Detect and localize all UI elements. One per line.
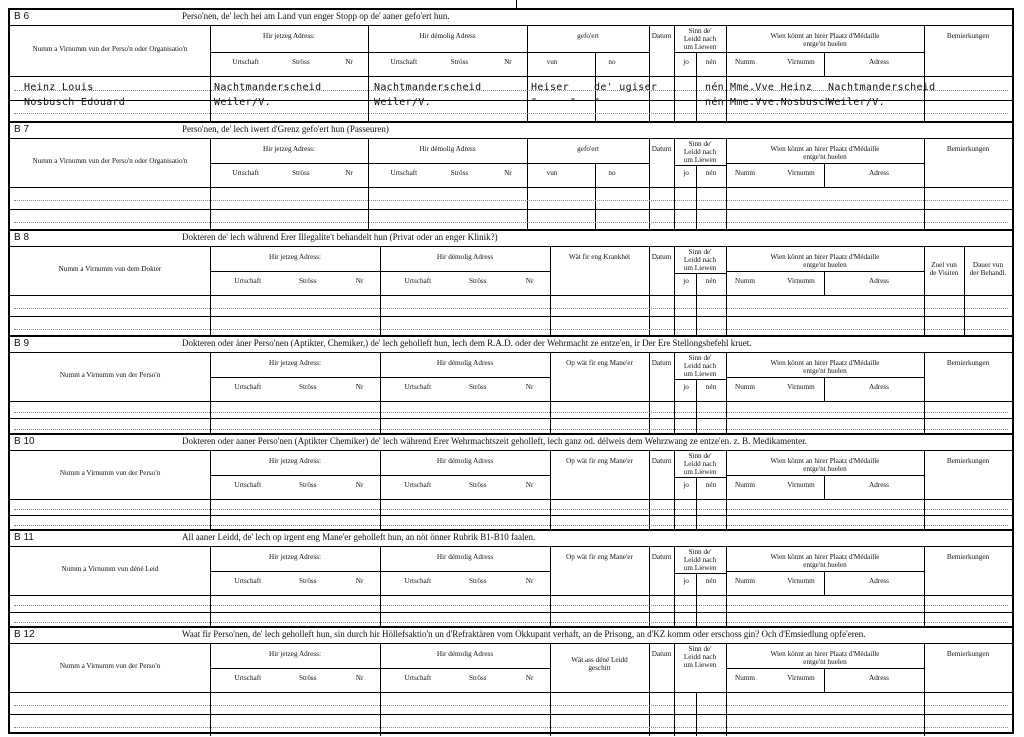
- entry-current-address: Nachtmanderscheid: [214, 82, 322, 93]
- address-sub-line: [210, 475, 550, 476]
- survivor-sub-divider: [696, 273, 697, 295]
- entry-name: Nosbusch Edouard: [24, 97, 126, 108]
- current-address-street-header: Ströss: [292, 58, 310, 66]
- name-column-header: Numm a Virnumm vun der Perso'n oder Organisatio'n: [32, 157, 188, 165]
- current-address-locality-header: Urtschaft: [232, 58, 260, 66]
- entry-former-address: Weiler/V.: [374, 97, 431, 108]
- former-address-number-header: Nr: [504, 58, 512, 66]
- remarks-header: Bemierkungen: [946, 553, 990, 561]
- guided-sub-divider: [595, 52, 596, 76]
- guided-from-header: vun: [546, 58, 558, 66]
- survivor-sub-divider: [696, 379, 697, 401]
- medal-header-line1: Wien könnt an hirer Plaatz d'Médaille: [770, 650, 880, 658]
- section-b10: [8, 433, 1014, 529]
- survivor-yes-header: jo: [683, 577, 689, 585]
- survivor-no-header: nén: [705, 277, 717, 285]
- survivor-header-line1: Sinn de': [688, 548, 712, 556]
- medal-header-line1: Wien könnt an hirer Plaatz d'Médaille: [770, 32, 880, 40]
- survivor-header-line3: um Liewen: [683, 564, 717, 572]
- former-address-locality-header: Urtschaft: [390, 169, 418, 177]
- medal-header-line2: entge'nt huelen: [803, 261, 847, 269]
- survivor-header-line2: Leidd nach: [683, 35, 717, 43]
- entry-dotted-line: [14, 412, 1008, 413]
- survivor-header-line1: Sinn de': [688, 140, 712, 148]
- survivor-header-line3: um Liewen: [683, 43, 717, 51]
- survivor-yes-header: jo: [683, 58, 689, 66]
- survivor-header-line2: Leidd nach: [683, 148, 717, 156]
- section-b12: [8, 626, 1014, 734]
- entry-medal-name: Mme.Vve Heinz: [730, 82, 813, 93]
- section-id: B 8: [14, 232, 30, 243]
- current-address-number-header: Nr: [355, 383, 364, 391]
- current-address-street-header: Ströss: [298, 577, 317, 585]
- current-address-number-header: Nr: [355, 481, 364, 489]
- section-id: B 7: [14, 124, 30, 135]
- entry-survivor-no: nén: [705, 97, 724, 108]
- medal-sub-line: [726, 475, 924, 476]
- header-bottom-line: [10, 499, 1012, 500]
- current-address-number-header: Nr: [355, 577, 364, 585]
- guided-sub-line: [527, 163, 649, 164]
- medal-header-line2: entge'nt huelen: [803, 40, 847, 48]
- current-address-number-header: Nr: [345, 169, 353, 177]
- medal-address-header: Adress: [869, 481, 889, 489]
- former-address-number-header: Nr: [525, 481, 534, 489]
- name-column-header: Numm a Virnumm vun déné Leid: [61, 565, 159, 573]
- former-address-street-header: Ströss: [468, 481, 487, 489]
- row-separator: [10, 418, 1012, 419]
- survivor-header-line2: Leidd nach: [683, 556, 717, 564]
- guided-sub-line: [527, 52, 649, 53]
- name-column-header: Numm a Virnumm vun der Perso'n: [59, 469, 161, 477]
- entry-from: Heiser: [531, 82, 569, 93]
- former-address-header: Hir démolig Adress: [436, 650, 494, 658]
- medal-sub-divider: [824, 377, 825, 401]
- date-header: Datum: [651, 145, 672, 153]
- medal-sub-line: [726, 668, 924, 669]
- medal-header-line2: entge'nt huelen: [803, 367, 847, 375]
- current-address-locality-header: Urtschaft: [234, 383, 262, 391]
- survivor-yes-header: jo: [683, 277, 689, 285]
- name-column-header: Numm a Virnumm vun der Perso'n oder Organisatio'n: [32, 45, 188, 53]
- current-address-street-header: Ströss: [292, 169, 310, 177]
- current-address-number-header: Nr: [345, 58, 353, 66]
- address-sub-line: [210, 668, 550, 669]
- former-address-locality-header: Urtschaft: [404, 674, 432, 682]
- section-id: B 11: [14, 532, 34, 543]
- current-address-locality-header: Urtschaft: [234, 674, 262, 682]
- row-separator: [10, 714, 1012, 715]
- survivor-header-line3: um Liewen: [683, 661, 717, 669]
- medal-firstname-header: Virnumm: [787, 58, 815, 66]
- medal-header-line2: entge'nt huelen: [803, 658, 847, 666]
- date-header: Datum: [651, 457, 672, 465]
- column-divider: [649, 26, 650, 123]
- medal-address-header: Adress: [869, 58, 889, 66]
- medal-surname-header: Numm: [735, 277, 755, 285]
- entry-survivor-no: nén: [705, 82, 724, 93]
- header-bottom-line: [10, 692, 1012, 693]
- address-sub-line: [210, 163, 527, 164]
- medal-address-header: Adress: [869, 277, 889, 285]
- section-b11: [8, 529, 1014, 626]
- medal-sub-line: [726, 163, 924, 164]
- survivor-header-line3: um Liewen: [683, 468, 717, 476]
- former-address-street-header: Ströss: [468, 577, 487, 585]
- entry-to: ": [594, 97, 601, 108]
- medal-surname-header: Numm: [735, 481, 755, 489]
- column-divider: [527, 26, 528, 123]
- section-title-bar: [10, 231, 1012, 247]
- date-header: Datum: [651, 32, 672, 40]
- current-address-locality-header: Urtschaft: [232, 169, 260, 177]
- medal-surname-header: Numm: [735, 674, 755, 682]
- section-description: Perso'nen, de' lech iwert d'Grenz gefo'ert hun (Passeuren): [182, 124, 389, 134]
- entry-to: de' ugiser: [594, 82, 658, 93]
- former-address-number-header: Nr: [504, 169, 512, 177]
- duration-header-line1: Dauer vun: [972, 261, 1004, 269]
- medal-address-header: Adress: [869, 383, 889, 391]
- guided-sub-divider: [595, 163, 596, 187]
- survivor-sub-divider: [696, 477, 697, 499]
- medal-sub-divider: [824, 163, 825, 187]
- section-description: Dokteren oder äner Perso'nen (Aptikter, Chemiker,) de' lech geholleft hun, lech dem R.A.D. oder der Wehrmacht ze entze'en, ir Der Ere Stellongsbefehl kruet.: [182, 338, 752, 348]
- medal-sub-divider: [824, 52, 825, 76]
- medal-address-header: Adress: [869, 674, 889, 682]
- former-address-number-header: Nr: [525, 277, 534, 285]
- entry-dotted-line: [14, 329, 1008, 330]
- section-title-bar: [10, 531, 1012, 547]
- medal-header-line2: entge'nt huelen: [803, 153, 847, 161]
- current-address-header: Hir jetzeg Adress:: [263, 145, 315, 153]
- former-address-header: Hir démolig Adress: [436, 457, 494, 465]
- address-sub-line: [210, 571, 550, 572]
- medal-surname-header: Numm: [735, 58, 755, 66]
- entry-former-address: Nachtmanderscheid: [374, 82, 482, 93]
- section-title-bar: [10, 10, 1012, 26]
- entry-dotted-line: [14, 429, 1008, 430]
- medal-surname-header: Numm: [735, 169, 755, 177]
- medal-sub-line: [726, 377, 924, 378]
- address-sub-line: [210, 377, 550, 378]
- column-divider: [210, 26, 211, 123]
- survivor-header-line1: Sinn de': [688, 645, 712, 653]
- survivor-header-line3: um Liewen: [683, 156, 717, 164]
- medal-header-line2: entge'nt huelen: [803, 561, 847, 569]
- section-description: Dokteren de' lech während Erer Illegalite't behandelt hun (Privat oder an enger Klinik?): [182, 232, 498, 242]
- medal-header-line1: Wien könnt an hirer Plaatz d'Médaille: [770, 253, 880, 261]
- visits-header-line2: de Visiten: [929, 269, 959, 277]
- entry-dotted-line: [14, 525, 1008, 526]
- section-id: B 10: [14, 436, 35, 447]
- current-address-locality-header: Urtschaft: [234, 277, 262, 285]
- medal-firstname-header: Virnumm: [787, 277, 815, 285]
- former-address-locality-header: Urtschaft: [404, 277, 432, 285]
- medal-sub-line: [726, 571, 924, 572]
- entry-medal-address: Nachtmanderscheid: [828, 82, 936, 93]
- remarks-header: Bemierkungen: [946, 32, 990, 40]
- guided-to-header: no: [608, 169, 616, 177]
- entry-dotted-line: [14, 605, 1008, 606]
- survivor-header-line2: Leidd nach: [683, 256, 717, 264]
- survivor-header-line1: Sinn de': [688, 248, 712, 256]
- header-bottom-line: [10, 595, 1012, 596]
- top-fold-mark: [516, 0, 517, 8]
- survivor-sub-line: [674, 379, 726, 380]
- current-address-header: Hir jetzeg Adress:: [269, 253, 321, 261]
- survivor-sub-line: [674, 273, 726, 274]
- section-b6: [8, 8, 1014, 121]
- survivor-sub-line: [674, 573, 726, 574]
- survivor-yes-header: jo: [683, 169, 689, 177]
- current-address-header: Hir jetzeg Adress:: [263, 32, 315, 40]
- entry-dotted-line: [14, 509, 1008, 510]
- current-address-number-header: Nr: [355, 277, 364, 285]
- medal-surname-header: Numm: [735, 577, 755, 585]
- survivor-header-line2: Leidd nach: [683, 460, 717, 468]
- section-b7: [8, 121, 1014, 229]
- former-address-header: Hir démolig Adress: [419, 145, 476, 153]
- survivor-header-line2: Leidd nach: [683, 362, 717, 370]
- entry-dotted-line: [14, 200, 1008, 201]
- medal-sub-divider: [824, 271, 825, 295]
- row-separator: [10, 316, 1012, 317]
- section-description: Waat fir Perso'nen, de' lech geholleft hun, sin durch hir Höllefsaktio'n un d'Refraktären vom Okkupant verhaft, an de Prisong, an d'KZ komm oder erschoss gin? Och d'Emsiedlung opfe'eren.: [182, 629, 866, 639]
- former-address-number-header: Nr: [525, 383, 534, 391]
- entry-dotted-line: [14, 705, 1008, 706]
- former-address-street-header: Ströss: [468, 383, 487, 391]
- header-bottom-line: [10, 401, 1012, 402]
- column-divider: [368, 26, 369, 123]
- guided-header: gefo'ert: [577, 32, 599, 40]
- medal-header-line2: entge'nt huelen: [803, 465, 847, 473]
- column-divider: [924, 26, 925, 123]
- guided-to-header: no: [608, 58, 616, 66]
- survivor-header-line3: um Liewen: [683, 264, 717, 272]
- entry-dotted-line: [14, 727, 1008, 728]
- survivor-sub-divider: [696, 165, 697, 187]
- former-address-street-header: Ströss: [450, 58, 469, 66]
- medal-sub-divider: [824, 571, 825, 595]
- fate-header-line1: Wät ass déné Leidd: [571, 656, 628, 664]
- survivor-header-line1: Sinn de': [688, 452, 712, 460]
- survivor-sub-line: [674, 165, 726, 166]
- medal-address-header: Adress: [869, 169, 889, 177]
- medal-header-line1: Wien könnt an hirer Plaatz d'Médaille: [770, 553, 880, 561]
- current-address-street-header: Ströss: [298, 383, 317, 391]
- section-title-bar: [10, 628, 1012, 644]
- current-address-header: Hir jetzeg Adress:: [269, 650, 321, 658]
- current-address-header: Hir jetzeg Adress:: [269, 457, 321, 465]
- section-description: Perso'nen, de' lech hei am Land vun enger Stopp op de' aaner gefo'ert hun.: [182, 11, 450, 21]
- survivor-header-line1: Sinn de': [688, 354, 712, 362]
- former-address-header: Hir démolig Adress: [419, 32, 476, 40]
- survivor-yes-header: jo: [683, 383, 689, 391]
- medal-header-line1: Wien könnt an hirer Plaatz d'Médaille: [770, 359, 880, 367]
- former-address-number-header: Nr: [525, 577, 534, 585]
- fate-header-line2: geschitt: [588, 664, 611, 672]
- name-column-header: Numm a Virnumm vun der Perso'n: [59, 371, 161, 379]
- entry-name: Heinz Louis: [24, 82, 94, 93]
- current-address-header: Hir jetzeg Adress:: [269, 359, 321, 367]
- entry-current-address: Weiler/V.: [214, 97, 271, 108]
- guided-header: gefo'ert: [577, 145, 599, 153]
- address-sub-line: [210, 271, 550, 272]
- entry-from: ": [531, 97, 538, 108]
- section-title-bar: [10, 435, 1012, 451]
- current-address-locality-header: Urtschaft: [234, 577, 262, 585]
- remarks-header: Bemierkungen: [946, 145, 990, 153]
- survivor-sub-line: [674, 52, 726, 53]
- medal-sub-line: [726, 52, 924, 53]
- medal-firstname-header: Virnumm: [787, 577, 815, 585]
- medal-firstname-header: Virnumm: [787, 383, 815, 391]
- row-separator: [10, 612, 1012, 613]
- section-description: Dokteren oder aaner Perso'nen (Aptikter Chemiker) de' lech während Erer Wehrmachtszeit geholleft, lech ganz od. délweis dem Wehrzwang ze entze'en. z. B. Medikamenter.: [182, 436, 807, 446]
- medal-address-header: Adress: [869, 577, 889, 585]
- date-header: Datum: [651, 359, 672, 367]
- former-address-locality-header: Urtschaft: [404, 481, 432, 489]
- former-address-number-header: Nr: [525, 674, 534, 682]
- name-column-header: Numm a Virnumm vun der Perso'n: [59, 662, 161, 670]
- how-header: Op wät fir eng Mane'er: [566, 457, 633, 465]
- current-address-street-header: Ströss: [298, 277, 317, 285]
- row-separator: [10, 209, 1012, 210]
- current-address-header: Hir jetzeg Adress:: [269, 553, 321, 561]
- section-description: All aaner Leidd, de' lech op irgent eng Mane'er geholleft hun, an nöt önner Rubrik B1-B10 faalen.: [182, 532, 536, 542]
- entry-dotted-line: [14, 113, 1008, 114]
- survivor-no-header: nén: [705, 383, 717, 391]
- survivor-no-header: nén: [705, 481, 717, 489]
- medal-firstname-header: Virnumm: [787, 169, 815, 177]
- survivor-yes-header: jo: [683, 481, 689, 489]
- address-sub-line: [210, 52, 527, 53]
- former-address-street-header: Ströss: [468, 277, 487, 285]
- current-address-locality-header: Urtschaft: [234, 481, 262, 489]
- entry-dotted-line: [14, 308, 1008, 309]
- current-address-street-header: Ströss: [298, 674, 317, 682]
- former-address-locality-header: Urtschaft: [404, 383, 432, 391]
- medal-firstname-header: Virnumm: [787, 481, 815, 489]
- former-address-locality-header: Urtschaft: [390, 58, 418, 66]
- date-header: Datum: [651, 253, 672, 261]
- remarks-header: Bemierkungen: [946, 650, 990, 658]
- section-title-bar: [10, 337, 1012, 353]
- current-address-number-header: Nr: [355, 674, 364, 682]
- former-address-header: Hir démolig Adress: [436, 253, 494, 261]
- survivor-no-header: nén: [705, 577, 717, 585]
- survivor-sub-line: [674, 477, 726, 478]
- survivor-no-header: nén: [705, 58, 717, 66]
- former-address-street-header: Ströss: [468, 674, 487, 682]
- medal-sub-divider: [824, 475, 825, 499]
- former-address-header: Hir démolig Adress: [436, 359, 494, 367]
- survivor-sub-divider: [696, 52, 697, 76]
- date-header: Datum: [651, 553, 672, 561]
- section-id: B 12: [14, 629, 35, 640]
- medal-surname-header: Numm: [735, 383, 755, 391]
- medal-firstname-header: Virnumm: [787, 674, 815, 682]
- survivor-header-line2: Leidd nach: [683, 653, 717, 661]
- survivor-header-line1: Sinn de': [688, 27, 712, 35]
- section-b9: [8, 335, 1014, 433]
- current-address-street-header: Ströss: [298, 481, 317, 489]
- survivor-header-line3: um Liewen: [683, 370, 717, 378]
- survivor-no-header: nén: [705, 169, 717, 177]
- header-bottom-line: [10, 76, 1012, 77]
- duration-header-line2: der Behandl.: [969, 269, 1007, 277]
- illness-header: Wät fir eng Krankhét: [568, 253, 631, 261]
- remarks-header: Bemierkungen: [946, 457, 990, 465]
- section-id: B 9: [14, 338, 30, 349]
- entry-dotted-line: [14, 222, 1008, 223]
- date-header: Datum: [651, 650, 672, 658]
- row-separator: [10, 515, 1012, 516]
- remarks-header: Bemierkungen: [946, 359, 990, 367]
- entry-medal-name: Mme.Vve.Nosbusch: [730, 97, 832, 108]
- section-title-bar: [10, 123, 1012, 139]
- entry-dotted-line: [14, 622, 1008, 623]
- medal-header-line1: Wien könnt an hirer Plaatz d'Médaille: [770, 145, 880, 153]
- medal-sub-line: [726, 271, 924, 272]
- former-address-locality-header: Urtschaft: [404, 577, 432, 585]
- header-bottom-line: [10, 295, 1012, 296]
- survivor-sub-divider: [696, 573, 697, 595]
- entry-mid: ": [570, 97, 577, 108]
- medal-header-line1: Wien könnt an hirer Plaatz d'Médaille: [770, 457, 880, 465]
- how-header: Op wät fir eng Mane'er: [566, 553, 633, 561]
- name-column-header: Numm a Virnumm vun dem Dokter: [58, 265, 162, 273]
- visits-header-line1: Zuel vun: [931, 261, 957, 269]
- header-bottom-line: [10, 187, 1012, 188]
- former-address-street-header: Ströss: [450, 169, 469, 177]
- how-header: Op wät fir eng Mane'er: [566, 359, 633, 367]
- medal-sub-divider: [824, 668, 825, 692]
- former-address-header: Hir démolig Adress: [436, 553, 494, 561]
- guided-from-header: vun: [546, 169, 558, 177]
- entry-medal-address: Weiler/V.: [828, 97, 885, 108]
- section-b8: [8, 229, 1014, 335]
- section-id: B 6: [14, 11, 30, 22]
